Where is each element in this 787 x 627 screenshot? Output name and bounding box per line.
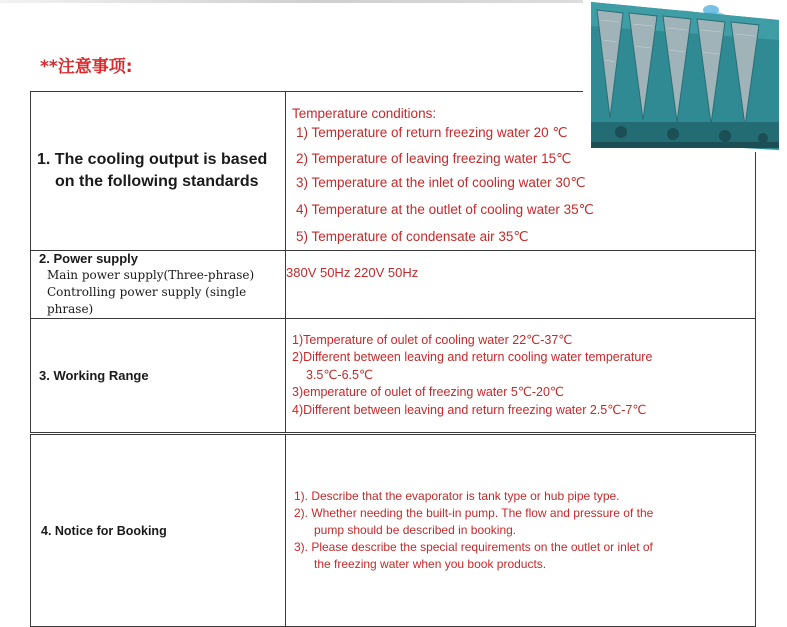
spec-table bbox=[30, 91, 756, 627]
condition-item: 2) Temperature of leaving freezing water 15℃ bbox=[296, 151, 572, 166]
condition-item: 3) Temperature at the inlet of cooling water 30℃ bbox=[296, 175, 586, 190]
table-row bbox=[31, 319, 756, 434]
table-row bbox=[31, 251, 756, 319]
booking-item: pump should be described in booking. bbox=[314, 523, 517, 537]
range-item: 2)Different between leaving and return cooling water temperature bbox=[292, 350, 653, 365]
booking-label: 4. Notice for Booking bbox=[41, 523, 167, 538]
range-item: 3)emperature of oulet of freezing water 5℃-20℃ bbox=[292, 385, 564, 400]
booking-label-cell bbox=[31, 434, 286, 627]
power-label: 2. Power supply bbox=[39, 251, 138, 266]
range-item: 4)Different between leaving and return freezing water 2.5℃-7℃ bbox=[292, 402, 647, 417]
power-sub-control: Controlling power supply (single phrase) bbox=[47, 285, 247, 316]
booking-item: 2). Whether needing the built-in pump. The flow and pressure of the bbox=[294, 506, 654, 520]
condition-item: 1) Temperature of return freezing water 20 ℃ bbox=[296, 125, 568, 140]
conditions-title: Temperature conditions: bbox=[292, 106, 437, 121]
cooling-label-cell bbox=[31, 92, 286, 251]
range-item: 3.5℃-6.5℃ bbox=[306, 367, 373, 382]
range-values-cell bbox=[286, 319, 756, 434]
chiller-unit-image bbox=[583, 0, 787, 152]
range-item: 1)Temperature of oulet of cooling water 22℃-37℃ bbox=[292, 332, 573, 347]
booking-item: 1). Describe that the evaporator is tank type or hub pipe type. bbox=[294, 489, 620, 503]
range-label: 3. Working Range bbox=[39, 367, 149, 383]
page-heading: **注意事项: bbox=[40, 57, 133, 77]
range-label-cell bbox=[31, 319, 286, 434]
booking-values-cell bbox=[286, 434, 756, 627]
power-label-cell bbox=[31, 251, 286, 319]
power-value: 380V 50Hz 220V 50Hz bbox=[286, 251, 756, 319]
booking-item: the freezing water when you book products. bbox=[314, 557, 547, 571]
condition-item: 5) Temperature of condensate air 35℃ bbox=[296, 229, 529, 244]
power-sub-main: Main power supply(Three-phrase) bbox=[47, 268, 255, 282]
booking-item: 3). Please describe the special requirements on the outlet or inlet of bbox=[294, 540, 653, 554]
cooling-label-line1: 1. The cooling output is based bbox=[37, 151, 268, 168]
condition-item: 4) Temperature at the outlet of cooling water 35℃ bbox=[296, 202, 594, 217]
table-row bbox=[31, 434, 756, 627]
cooling-label-line2: on the following standards bbox=[55, 173, 259, 190]
